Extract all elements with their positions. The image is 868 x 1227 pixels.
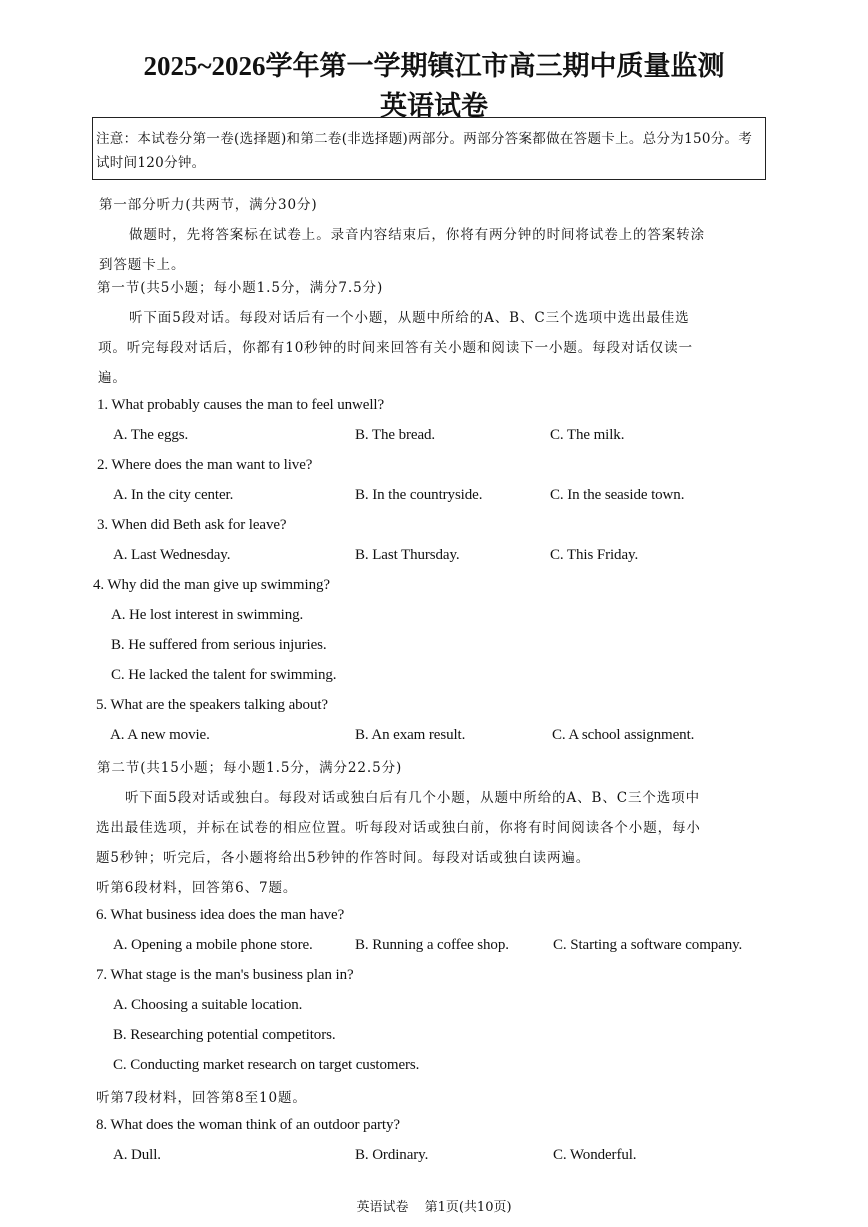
notice-box: 注意：本试卷分第一卷(选择题)和第二卷(非选择题)两部分。两部分答案都做在答题卡上。总分为150分。考试时间120分钟。 [92,117,766,180]
footer-page-number: 第1页(共10页) [424,1200,512,1215]
question-1-stem: 1. What probably causes the man to feel unwell? [97,397,385,413]
material-7-heading: 听第7段材料，回答第8至10题。 [96,1090,307,1106]
question-7-stem: 7. What stage is the man's business plan in? [96,967,354,983]
question-4-option-b: B. He suffered from serious injuries. [111,637,327,653]
question-4-stem: 4. Why did the man give up swimming? [93,577,330,593]
question-8-option-a: A. Dull. [113,1147,161,1163]
question-5-option-c: C. A school assignment. [552,727,695,743]
question-7-option-a: A. Choosing a suitable location. [113,997,303,1013]
page-footer [0,1196,868,1215]
question-8-option-c: C. Wonderful. [553,1147,637,1163]
section1-heading: 第一节(共5小题；每小题1.5分，满分7.5分) [97,280,384,296]
question-3-stem: 3. When did Beth ask for leave? [97,517,287,533]
question-6-option-a: A. Opening a mobile phone store. [113,937,313,953]
question-2-option-b: B. In the countryside. [355,487,483,503]
part1-instruction: 到答题卡上。 [99,257,186,273]
section2-instruction: 选出最佳选项，并标在试卷的相应位置。听每段对话或独白前，你将有时间阅读各个小题，每小 [96,820,701,836]
question-3-option-a: A. Last Wednesday. [113,547,231,563]
question-1-option-a: A. The eggs. [113,427,189,443]
section1-instruction: 遍。 [98,370,127,386]
footer-subject: 英语试卷 [356,1200,409,1215]
question-6-option-b: B. Running a coffee shop. [355,937,509,953]
question-3-option-c: C. This Friday. [550,547,639,563]
section2-heading: 第二节(共15小题；每小题1.5分，满分22.5分) [97,760,403,776]
question-6-option-c: C. Starting a software company. [553,937,743,953]
question-6-stem: 6. What business idea does the man have? [96,907,345,923]
question-8-stem: 8. What does the woman think of an outdoor party? [96,1117,400,1133]
question-2-option-c: C. In the seaside town. [550,487,685,503]
question-5-option-b: B. An exam result. [355,727,466,743]
section2-instruction: 题5秒钟；听完后，各小题将给出5秒钟的作答时间。每段对话或独白读两遍。 [96,850,591,866]
question-7-option-c: C. Conducting market research on target customers. [113,1057,420,1073]
section1-instruction: 听下面5段对话。每段对话后有一个小题，从题中所给的A、B、C三个选项中选出最佳选 [129,310,690,326]
question-3-option-b: B. Last Thursday. [355,547,460,563]
question-1-option-c: C. The milk. [550,427,625,443]
part1-instruction: 做题时，先将答案标在试卷上。录音内容结束后，你将有两分钟的时间将试卷上的答案转涂 [129,227,705,243]
question-5-stem: 5. What are the speakers talking about? [96,697,328,713]
question-4-option-a: A. He lost interest in swimming. [111,607,304,623]
part1-heading: 第一部分听力(共两节，满分30分) [99,197,318,213]
material-6-heading: 听第6段材料，回答第6、7题。 [96,880,298,896]
question-4-option-c: C. He lacked the talent for swimming. [111,667,337,683]
question-2-stem: 2. Where does the man want to live? [97,457,313,473]
question-7-option-b: B. Researching potential competitors. [113,1027,336,1043]
question-5-option-a: A. A new movie. [110,727,210,743]
section1-instruction: 项。听完每段对话后，你都有10秒钟的时间来回答有关小题和阅读下一小题。每段对话仅读一 [98,340,693,356]
exam-subtitle: 英语试卷 [380,91,488,121]
exam-title: 2025~2026学年第一学期镇江市高三期中质量监测 [143,51,725,81]
question-1-option-b: B. The bread. [355,427,436,443]
section2-instruction: 听下面5段对话或独白。每段对话或独白后有几个小题，从题中所给的A、B、C三个选项中 [125,790,700,806]
question-2-option-a: A. In the city center. [113,487,234,503]
question-8-option-b: B. Ordinary. [355,1147,429,1163]
